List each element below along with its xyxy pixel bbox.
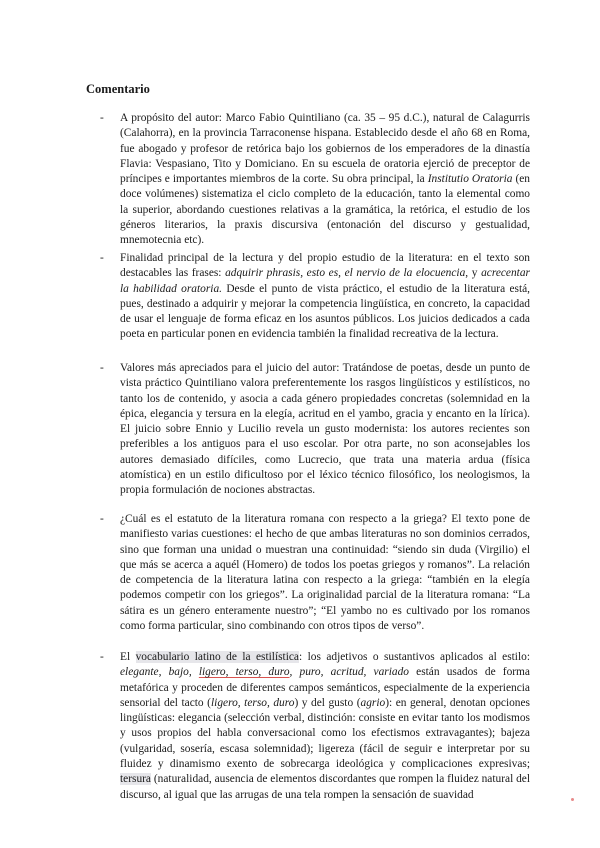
- annotation-dot: [571, 798, 574, 801]
- section-heading: Comentario: [86, 82, 150, 96]
- list-dash: -: [100, 362, 104, 374]
- list-dash: -: [100, 112, 104, 124]
- work-title: Institutio Oratoria: [427, 173, 513, 186]
- list-item-vocabulary: [100, 650, 530, 803]
- paragraph-values: Valores más apreciados para el juicio del autor: Tratándose de poetas, desde un punto de vista práctico Quintiliano valora preferentemente los rasgos lingüísticos y estilísticos, no tanto los de contenido, y asocia a cada género propiedades concretas (solemnidad en la épica, elegancia y tersura en la elegía, acritud en el yambo, gracia y encanto en la lírica). El juicio sobre Ennio y Lucilio revela un gusto modernista: los autores recientes son preferibles a los antiguos para el uso escolar. Por otra parte, no son aconsejables los autores demasiado difíciles, como Lucrecio, que trata una materia ardua (física atomística) en un estilo dificultoso por el léxico técnico filosófico, los neologismos, la propia formulación de nociones abstractas.: [120, 362, 530, 497]
- paragraph-purpose: Finalidad principal de la lectura y del propio estudio de la literatura: en el texto son destacables las frases: adquirir phrasis, esto es, el nervio de la elocuencia, y acrecentar la habilidad oratoria. Desde el punto de vista práctico, el estudio de la literatura está, pues, destinado a adquirir y mejorar la competencia lingüística, en concreto, la capacidad de usar el lenguaje de forma eficaz en los asuntos públicos. Los juicios dedicados a cada poeta en particular ponen en evidencia también la finalidad recreativa de la lectura.: [120, 252, 531, 341]
- list-dash: -: [100, 513, 104, 525]
- underlined-phrase: ligero, terso, duro: [198, 666, 290, 679]
- paragraph-vocabulary: El vocabulario latino de la estilística: los adjetivos o sustantivos aplicados al estilo: elegante, bajo, ligero, terso, duro, puro, acritud, variado están usados de forma metafórica y proceden de diferentes campos semánticos, especialmente de la experiencia sensorial del tacto (ligero, terso, duro) y del gusto (agrio): en general, denotan opciones lingüísticas: elegancia (selección verbal, distinción: consiste en evitar tanto los modismos y usos propios del habla conversacional como los efectismos extravagantes); bajeza (vulgaridad, sosería, escasa solemnidad); ligereza (fácil de seguir e interpretar por su fluidez y dinamismo exento de sobrecarga ideológica y complicaciones expresivas; tersura (naturalidad, ausencia de elementos discordantes que rompen la fluidez natural del discurso, al igual que las arrugas de una tela rompen la sensación de suavidad: [120, 651, 531, 801]
- quote-phrase-1: adquirir phrasis, esto es, el nervio de la elocuencia: [225, 267, 466, 280]
- paragraph-status: ¿Cuál es el estatuto de la literatura romana con respecto a la griega? El texto pone de manifiesto varias cuestiones: el hecho de que ambas literaturas no son dominios cerrados, sino que forman una unidad o muestran una continuidad: “siendo sin duda (Virgilio) el que más se acerca a aquél (Homero) de todos los poetas griegos y romanos”. La relación de competencia de la literatura latina con respecto a la griega: “también en la elegía podemos competir con los griegos”. La originalidad parcial de la literatura romana: “La sátira es un género enteramente nuestro”; “El yambo no es cultivado por los romanos como forma particular, sino combinando con otros tipos de verso”.: [120, 513, 530, 633]
- list-dash: -: [100, 252, 104, 264]
- quote-phrase-2: acrecentar la habilidad oratoria.: [120, 267, 530, 295]
- paragraph-author: A propósito del autor: Marco Fabio Quintiliano (ca. 35 – 95 d.C.), natural de Calagurris (Calahorra), en la provincia Tarraconense hispana. Establecido desde el año 68 en Roma, fue abogado y profesor de retórica bajo los gobiernos de los emperadores de la dinastía Flavia: Vespasiano, Tito y Domiciano. En su escuela de oratoria ejerció de preceptor de príncipes e importantes miembros de la corte. Su obra principal, la Institutio Oratoria (en doce volúmenes) sistematiza el ciclo completo de la educación, tanto la elemental como la superior, abordando cuestiones relativas a la gramática, la retórica, el estudio de los géneros literarios, la praxis discursiva (entonación del discurso y gestualidad, mnemotecnia etc).: [120, 112, 531, 247]
- list-dash: -: [100, 651, 104, 663]
- highlighted-word: tersura: [120, 773, 151, 786]
- list-item-status: [100, 512, 530, 634]
- list-item-values: [100, 361, 530, 499]
- highlighted-phrase: vocabulario latino de la estilística: [135, 651, 299, 663]
- list-item-purpose: [100, 251, 530, 343]
- list-item-author: [100, 111, 530, 249]
